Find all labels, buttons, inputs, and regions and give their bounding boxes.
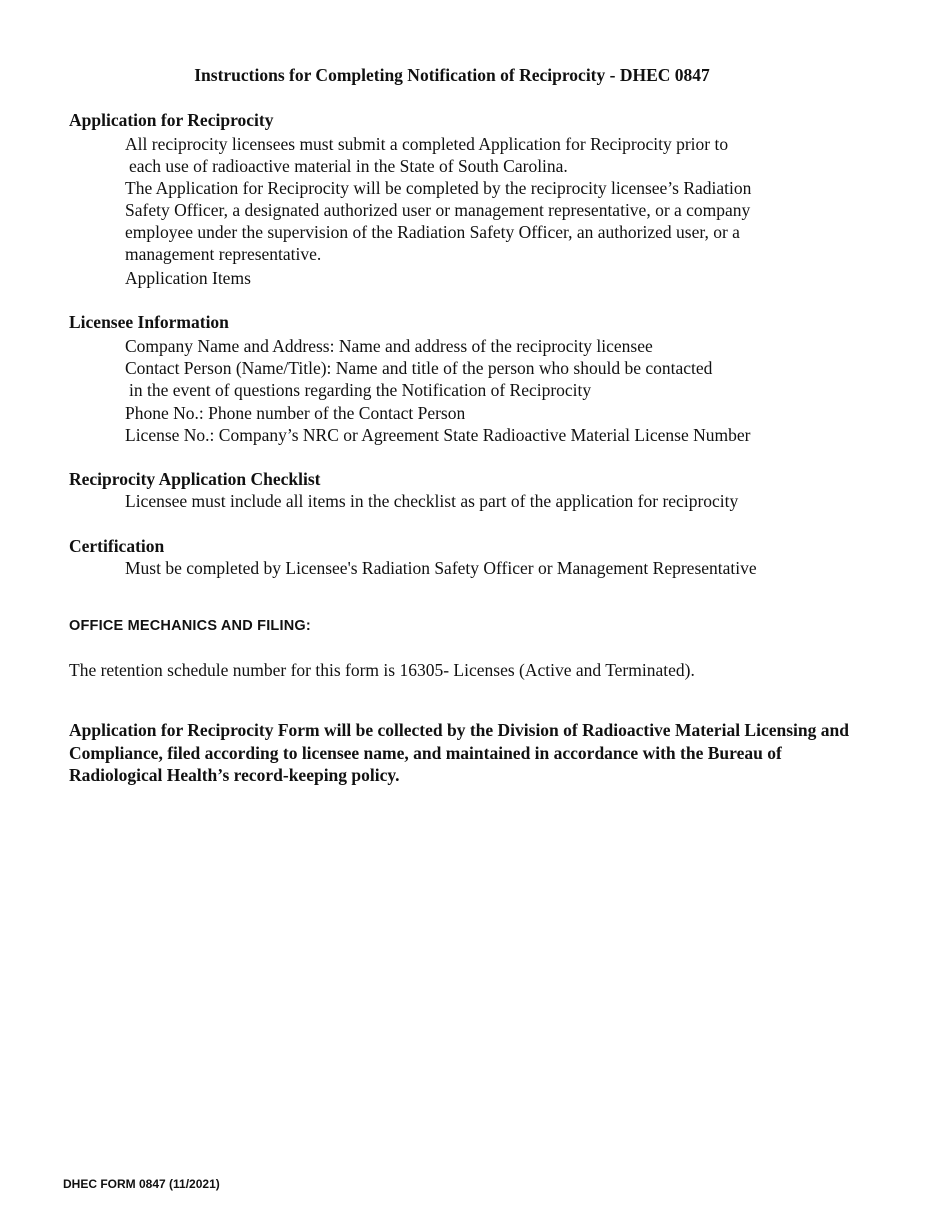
application-line: The Application for Reciprocity will be completed by the reciprocity licensee’s Radiation [125,178,752,198]
filing-statement: Application for Reciprocity Form will be collected by the Division of Radioactive Material Licensing and Compliance, filed according to licensee name, and maintained in accordance with the Bureau of Radiological Health’s record-keeping policy. [69,720,849,785]
heading-office-mechanics: OFFICE MECHANICS AND FILING: [69,618,311,634]
licensee-line: Company Name and Address: Name and address of the reciprocity licensee [125,336,653,356]
application-line: Safety Officer, a designated authorized user or management representative, or a company [125,200,751,220]
licensee-line: Contact Person (Name/Title): Name and title of the person who should be contacted [125,358,713,378]
licensee-line: in the event of questions regarding the Notification of Reciprocity [129,380,592,400]
application-line: All reciprocity licensees must submit a completed Application for Reciprocity prior to [125,134,729,154]
application-line: each use of radioactive material in the State of South Carolina. [129,156,568,176]
heading-licensee-information: Licensee Information [69,312,229,332]
document-title: Instructions for Completing Notification of Reciprocity - DHEC 0847 [194,65,710,85]
certification-line: Must be completed by Licensee's Radiation Safety Officer or Management Representative [125,558,757,578]
heading-certification: Certification [69,536,165,556]
heading-application: Application for Reciprocity [69,110,274,130]
application-line: employee under the supervision of the Radiation Safety Officer, an authorized user, or a [125,222,740,242]
heading-checklist: Reciprocity Application Checklist [69,469,321,489]
licensee-line: Phone No.: Phone number of the Contact Person [125,403,466,423]
licensee-line: License No.: Company’s NRC or Agreement State Radioactive Material License Number [125,425,751,445]
application-items-label: Application Items [125,268,251,288]
application-line: management representative. [125,244,322,264]
retention-schedule-text: The retention schedule number for this form is 16305- Licenses (Active and Terminated). [69,660,695,680]
checklist-line: Licensee must include all items in the checklist as part of the application for reciprocity [125,491,739,511]
form-footer: DHEC FORM 0847 (11/2021) [63,1177,220,1191]
